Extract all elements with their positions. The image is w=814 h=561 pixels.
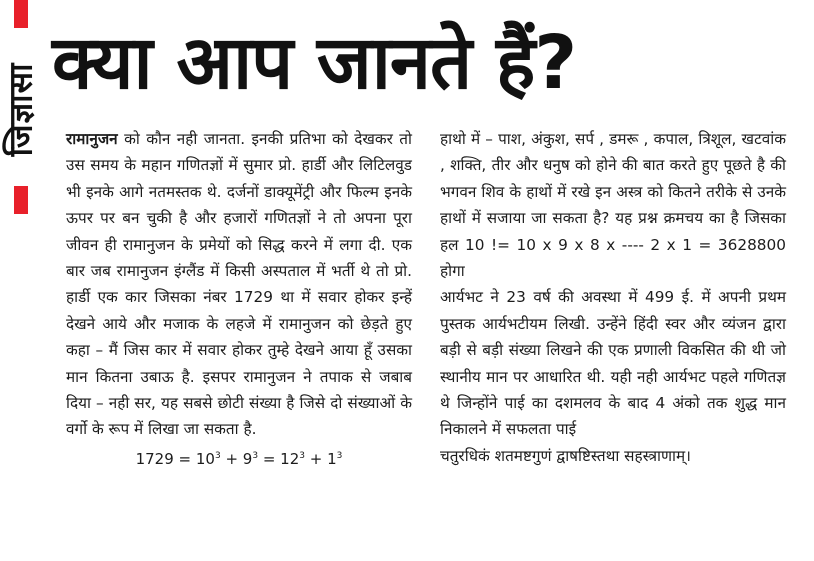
- section-label-text: जिज्ञासा: [1, 62, 40, 156]
- headline: क्या आप जानते हैं?: [52, 20, 577, 106]
- right-column: [440, 126, 786, 469]
- formula-exp-d: 3: [336, 450, 343, 461]
- taxicab-formula: [66, 443, 412, 472]
- red-accent-top: [14, 0, 28, 28]
- red-accent-bottom: [14, 186, 28, 214]
- formula-exp-b: 3: [252, 450, 259, 461]
- section-label-strip: [0, 0, 40, 230]
- shiva-permutation-paragraph: हाथो में – पाश, अंकुश, सर्प , डमरू , कपाल, त्रिशूल, खटवांक , शक्ति, तीर और धनुष को होने की बात करते हुए पूछते है की भगवन शिव के हाथों में रखे इन अस्त्र को कितने तरीके से उनके हाथों में सजाया जा सकता है? यह प्रश्न क्रमचय का है जिसका हल 10 != 10 x 9 x 8 x ---- 2 x 1 = 3628800 होगा: [440, 130, 786, 281]
- formula-part-d: + 1: [305, 449, 337, 468]
- formula-exp-a: 3: [214, 450, 221, 461]
- section-label: [2, 38, 38, 180]
- formula-exp-c: 3: [299, 450, 306, 461]
- lead-word: रामानुजन: [66, 130, 118, 148]
- left-column: [66, 126, 412, 472]
- formula-part-c: = 12: [258, 449, 300, 468]
- formula-part-a: 1729 = 10: [135, 449, 215, 468]
- formula-part-b: + 9: [220, 449, 253, 468]
- aryabhata-paragraph: आर्यभट ने 23 वर्ष की अवस्था में 499 ई. में अपनी प्रथम पुस्तक आर्यभटीयम लिखी. उन्हेंने हिंदी स्वर और व्यंजन द्वारा बड़ी से बड़ी संख्या लिखने की एक प्रणाली विकसित की थी जो स्थानीय मान पर आधारित थी. यही नही आर्यभट पहले गणितज्ञ थे जिन्होंने पाई का दशमलव के बाद 4 अंको तक शुद्ध मान निकालने में सफलता पाई: [440, 288, 786, 439]
- left-column-paragraph: [66, 126, 412, 443]
- left-column-body: को कौन नही जानता. इनकी प्रतिभा को देखकर तो उस समय के महान गणितज्ञों में सुमार प्रो. हार्डी और लिटिलवुड भी इनके आगे नतमस्तक थे. दर्जनों डाक्यूमेंट्री और फिल्म इनके ऊपर पर बन चुकी है और हजारों गणितज्ञों ने तो अपना पूरा जीवन ही रामानुजन के प्रमेयों को सिद्ध करने में लगा दी. एक बार जब रामानुजन इंग्लैंड में किसी अस्पताल में भर्ती थे तो प्रो. हार्डी एक कार जिसका नंबर 1729 था में सवार होकर इन्हें देखने आये और मजाक के लहजे में रामानुजन को छेड़ते हुए कहा – मैं जिस कार में सवार होकर तुम्हे देखने आया हूँ उसका मान कितना उबाऊ है. इसपर रामानुजन ने तपाक से जबाब दिया – नही सर, यह सबसे छोटी संख्या है जिसे दो संख्याओं के वर्गो के रूप में लिखा जा सकता है.: [66, 130, 412, 439]
- sanskrit-verse: चतुरधिकं शतमष्टगुणं द्वाषष्टिस्तथा सहस्त्राणाम्।: [440, 446, 691, 465]
